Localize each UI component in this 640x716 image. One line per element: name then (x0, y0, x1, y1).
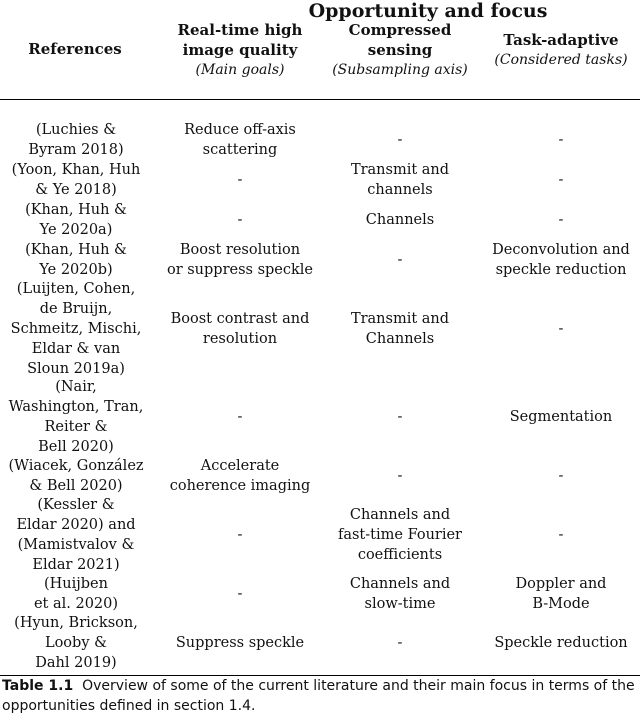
cell-goal (160, 280, 320, 378)
cell-reference-line: (Luchies & (35, 122, 117, 138)
cell-task-line: Segmentation (509, 409, 613, 425)
cell-reference-line: Reiter & (44, 419, 108, 435)
header-col-tasks (482, 30, 640, 70)
cell-goal-line: or suppress speckle (166, 262, 314, 278)
cell-reference (0, 160, 152, 200)
cell-task-line: B-Mode (532, 596, 590, 612)
cell-goal-line: - (237, 586, 243, 602)
cell-goal (160, 120, 320, 160)
cell-reference-line: (Khan, Huh & (25, 202, 127, 218)
cell-subsampling (320, 120, 480, 160)
cell-subsampling (320, 280, 480, 378)
cell-reference-line: (Kessler & (37, 497, 115, 513)
cell-goal (160, 200, 320, 240)
cell-reference-line: (Nair, (55, 379, 97, 395)
header-col-subsampling (320, 20, 480, 80)
header-col-goals-sub: (Main goals) (195, 62, 285, 78)
cell-subsampling (320, 496, 480, 574)
cell-reference-line: (Yoon, Khan, Huh (11, 162, 141, 178)
cell-reference-line: (Mamistvalov & (17, 537, 135, 553)
cell-subsampling-line: - (397, 468, 403, 484)
cell-subsampling (320, 160, 480, 200)
cell-subsampling-line: Channels and (349, 507, 451, 523)
cell-goal-line: coherence imaging (169, 478, 311, 494)
cell-task (482, 240, 640, 280)
cell-reference (0, 280, 152, 378)
cell-goal (160, 160, 320, 200)
cell-goal-line: Reduce off-axis (184, 122, 296, 138)
cell-subsampling-line: Channels (365, 331, 435, 347)
cell-reference-line: Eldar 2021) (32, 557, 120, 573)
header-col-goals (160, 20, 320, 80)
cell-reference-line: (Wiacek, González (8, 458, 144, 474)
cell-subsampling-line: channels (367, 182, 433, 198)
cell-reference (0, 614, 152, 672)
cell-goal-line: - (237, 172, 243, 188)
cell-subsampling (320, 574, 480, 614)
cell-reference-line: de Bruijn, (39, 301, 113, 317)
cell-task (482, 496, 640, 574)
cell-subsampling-line: - (397, 635, 403, 651)
header-col-subsampling-line2: sensing (367, 41, 433, 59)
header-col-subsampling-sub: (Subsampling axis) (332, 62, 468, 78)
cell-goal-line: Suppress speckle (175, 635, 305, 651)
cell-task-line: - (558, 468, 564, 484)
cell-goal-line: - (237, 409, 243, 425)
cell-reference (0, 456, 152, 496)
cell-reference-line: Dahl 2019) (35, 655, 117, 671)
header-col-tasks-sub: (Considered tasks) (494, 52, 628, 68)
table-caption (2, 676, 638, 716)
cell-reference-line: Looby & (44, 635, 108, 651)
cell-reference-line: Eldar 2020) and (16, 517, 136, 533)
cell-task-line: Speckle reduction (494, 635, 628, 651)
cell-goal-line: Boost contrast and (170, 311, 310, 327)
cell-reference-line: Ye 2020a) (39, 222, 113, 238)
cell-task (482, 456, 640, 496)
cell-goal-line: resolution (202, 331, 278, 347)
header-references: References (28, 40, 122, 58)
cell-reference-line: (Huijben (44, 576, 108, 592)
cell-subsampling-line: Channels and (349, 576, 451, 592)
cell-goal (160, 496, 320, 574)
cell-task-line: - (558, 321, 564, 337)
cell-task-line: Deconvolution and (492, 242, 630, 258)
caption-label: Table 1.1 (2, 678, 74, 694)
cell-reference-line: Schmeitz, Mischi, (10, 321, 142, 337)
cell-task (482, 200, 640, 240)
cell-task-line: - (558, 212, 564, 228)
cell-task-line: Doppler and (515, 576, 607, 592)
cell-goal (160, 240, 320, 280)
cell-reference (0, 240, 152, 280)
cell-subsampling-line: coefficients (357, 547, 443, 563)
cell-goal (160, 574, 320, 614)
cell-subsampling-line: - (397, 252, 403, 268)
cell-subsampling-line: Transmit and (350, 162, 450, 178)
cell-goal-line: Boost resolution (179, 242, 301, 258)
cell-subsampling-line: - (397, 409, 403, 425)
cell-subsampling-line: Channels (365, 212, 435, 228)
cell-subsampling-line: slow-time (364, 596, 436, 612)
cell-task-line: - (558, 172, 564, 188)
cell-task (482, 378, 640, 456)
cell-subsampling-line: Transmit and (350, 311, 450, 327)
caption-text: Overview of some of the current literature and their main focus in terms of the opportunities defined in section 1.4. (2, 678, 635, 714)
header-rule (0, 99, 640, 100)
cell-reference-line: (Hyun, Brickson, (14, 615, 138, 631)
cell-task (482, 280, 640, 378)
cell-reference-line: Ye 2020b) (39, 262, 113, 278)
cell-reference-line: (Luijten, Cohen, (16, 281, 136, 297)
cell-reference-line: Bell 2020) (38, 439, 114, 455)
cell-reference-line: & Ye 2018) (35, 182, 117, 198)
header-col-goals-line2: image quality (182, 41, 298, 59)
cell-reference-line: et al. 2020) (33, 596, 119, 612)
cell-goal (160, 614, 320, 672)
cell-reference (0, 496, 152, 574)
cell-reference (0, 574, 152, 614)
cell-goal-line: - (237, 527, 243, 543)
cell-subsampling (320, 614, 480, 672)
cell-task (482, 574, 640, 614)
cell-subsampling (320, 200, 480, 240)
cell-reference (0, 200, 152, 240)
cell-reference-line: & Bell 2020) (29, 478, 123, 494)
cell-task (482, 120, 640, 160)
cell-task-line: - (558, 132, 564, 148)
cell-goal-line: scattering (202, 142, 278, 158)
cell-reference-line: Byram 2018) (28, 142, 124, 158)
cell-subsampling (320, 240, 480, 280)
cell-reference (0, 120, 152, 160)
cell-task (482, 160, 640, 200)
cell-subsampling (320, 378, 480, 456)
cell-task-line: - (558, 527, 564, 543)
cell-subsampling (320, 456, 480, 496)
cell-goal (160, 456, 320, 496)
cell-reference-line: Washington, Tran, (8, 399, 144, 415)
cell-reference-line: Sloun 2019a) (27, 361, 125, 377)
header-col-tasks-title: Task-adaptive (503, 31, 619, 49)
header-col-subsampling-line1: Compressed (348, 21, 452, 39)
cell-goal-line: Accelerate (200, 458, 280, 474)
cell-goal-line: - (237, 212, 243, 228)
cell-subsampling-line: fast-time Fourier (337, 527, 462, 543)
cell-reference (0, 378, 152, 456)
cell-reference-line: (Khan, Huh & (25, 242, 127, 258)
cell-reference-line: Eldar & van (31, 341, 121, 357)
cell-subsampling-line: - (397, 132, 403, 148)
cell-task-line: speckle reduction (495, 262, 627, 278)
cell-goal (160, 378, 320, 456)
header-col-goals-line1: Real-time high (177, 21, 303, 39)
group-title: Opportunity and focus (308, 0, 548, 22)
cell-task (482, 614, 640, 672)
